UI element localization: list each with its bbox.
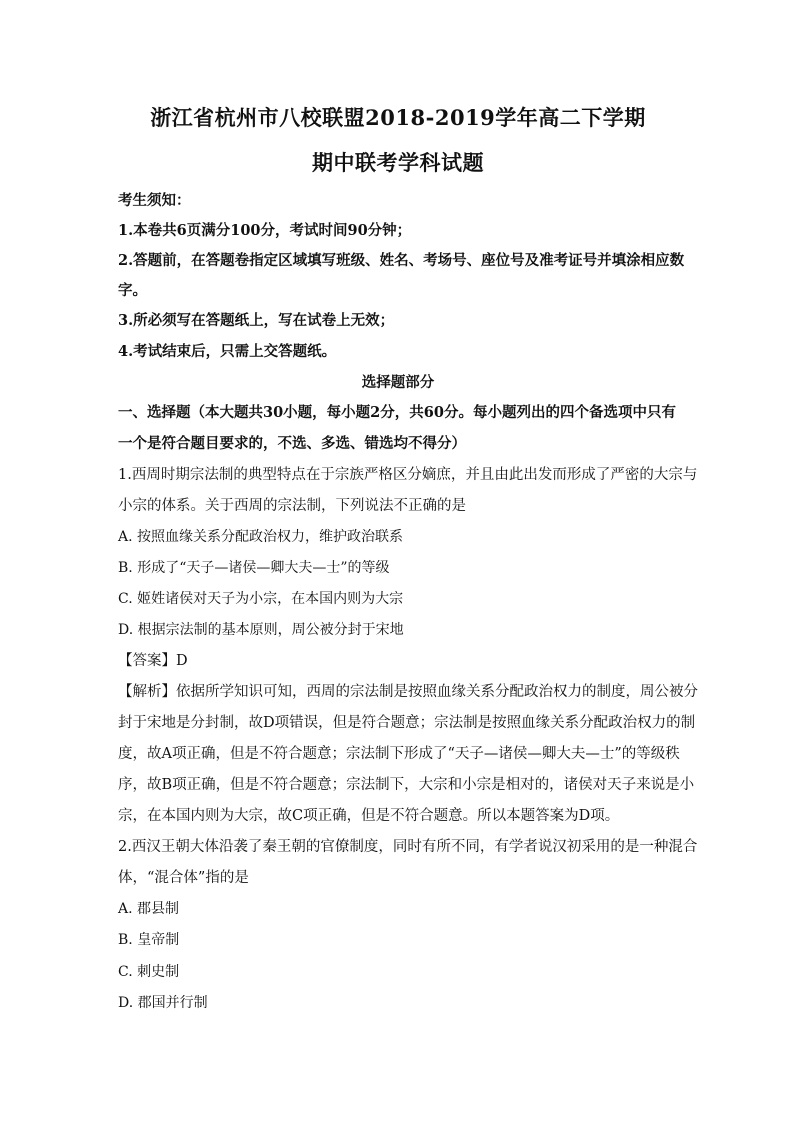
answer-line: 【答案】D: [118, 653, 188, 669]
analysis-line: 序，故B项正确，但是不符合题意；宗法制下，大宗和小宗是相对的，诸侯对天子来说是小: [118, 777, 695, 793]
analysis-line: 度，故A项正确，但是不符合题意；宗法制下形成了“天子—诸侯—卿大夫—士”的等级秩: [118, 746, 680, 762]
option-c: C. 姬姓诸侯对天子为小宗，在本国内则为大宗: [118, 591, 404, 607]
instructions-line: 一、选择题（本大题共30小题，每小题2分，共60分。每小题列出的四个备选项中只有: [118, 404, 676, 421]
option-a: A. 郡县制: [118, 901, 180, 917]
instructions-line: 一个是符合题目要求的，不选、多选、错选均不得分）: [118, 435, 466, 452]
section-title: 选择题部分: [361, 374, 435, 391]
notice-item: 2.答题前，在答题卷指定区域填写班级、姓名、考场号、座位号及准考证号并填涂相应数: [118, 252, 685, 269]
option-d: D. 郡国并行制: [118, 995, 208, 1011]
option-a: A. 按照血缘关系分配政治权力，维护政治联系: [118, 529, 404, 545]
notice-item: 3.所必须写在答题纸上，写在试卷上无效；: [118, 312, 395, 329]
option-b: B. 皇帝制: [118, 932, 180, 948]
question-stem: 2.西汉王朝大体沿袭了秦王朝的官僚制度，同时有所不同，有学者说汉初采用的是一种混合: [118, 839, 698, 855]
question-stem: 1.西周时期宗法制的典型特点在于宗族严格区分嫡庶，并且由此出发而形成了严密的大宗与: [118, 467, 698, 483]
question-stem: 小宗的体系。关于西周的宗法制，下列说法不正确的是: [118, 498, 466, 514]
analysis-line: 宗，在本国内则为大宗，故C项正确，但是不符合题意。所以本题答案为D项。: [118, 808, 620, 824]
notice-item: 1.本卷共6页满分100分，考试时间90分钟；: [118, 222, 412, 239]
option-c: C. 刺史制: [118, 964, 180, 980]
notice-item: 4.考试结束后，只需上交答题纸。: [118, 343, 337, 360]
document-title-line2: 期中联考学科试题: [312, 150, 484, 175]
analysis-line: 【解析】依据所学知识可知，西周的宗法制是按照血缘关系分配政治权力的制度，周公被分: [118, 684, 698, 700]
document-title-line1: 浙江省杭州市八校联盟2018-2019学年高二下学期: [150, 105, 646, 130]
analysis-line: 封于宋地是分封制，故D项错误，但是符合题意；宗法制是按照血缘关系分配政治权力的制: [118, 715, 696, 731]
question-stem: 体，“混合体”指的是: [118, 870, 249, 886]
notice-header: 考生须知：: [118, 192, 191, 209]
option-d: D. 根据宗法制的基本原则，周公被分封于宋地: [118, 622, 404, 638]
option-b: B. 形成了“天子—诸侯—卿大夫—士”的等级: [118, 560, 390, 576]
notice-item: 字。: [118, 282, 147, 299]
